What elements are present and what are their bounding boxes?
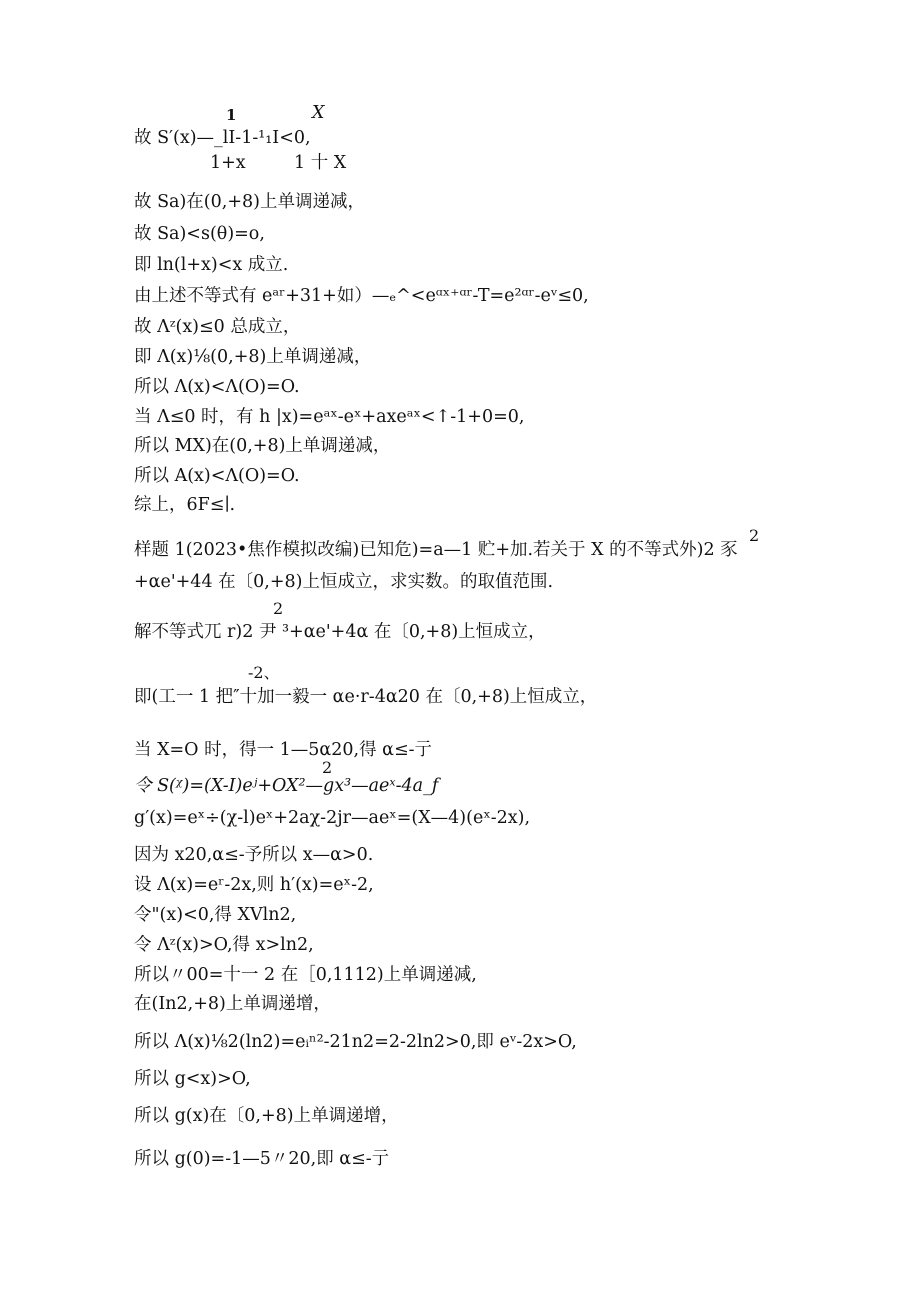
fraction-numerator-x: X [312,103,325,123]
text-line: +αe'+44 在〔0,+8)上恒成立，求实数。的取值范围. [134,572,554,592]
text-line: 故 Λᶻ(x)≤0 总成立， [134,317,301,337]
text-line: 设 Λ(x)=eʳ-2x,则 h′(x)=eˣ-2, [134,875,374,895]
superscript: 2 [322,758,333,777]
text-line: 令 S(ᵡ)=(X-I)eʲ+OX²—gx³—aeˣ-4a_f [134,776,439,796]
text-line: 所以 g(x)在〔0,+8)上单调递增， [134,1106,399,1126]
text-line: 故 Sa)在(0,+8)上单调递减， [134,192,365,212]
text-line: g′(x)=eˣ÷(χ-l)eˣ+2aχ-2jr—aeˣ=(X—4)(eˣ-2x), [134,808,531,828]
text-line: 因为 x20,α≤-予所以 x—α>0. [134,845,374,865]
text-line: 即(工一 1 把″十加一毅一 αe·r-4α20 在〔0,+8)上恒成立， [134,687,598,707]
text-line: 所以 Λ(x)⅛2(ln2)=eᵢⁿ²-21n2=2-2ln2>0,即 eᵛ-2x>O, [134,1032,577,1052]
text-line: 所以 Λ(x)<Λ(O)=O. [134,377,300,397]
text-line: 令 Λᶻ(x)>O,得 x>ln2, [134,935,314,955]
text-line: 在(In2,+8)上单调递增， [134,994,331,1014]
fraction-denominator-a: 1+x [210,153,246,173]
fraction-denominator-b: 1 十 X [294,153,347,173]
superscript: -2、 [248,663,280,682]
text-line: 所以〃00=十一 2 在［0,1112)上单调递减, [134,965,477,985]
text-line: 当 X=O 时，得一 1—5α20,得 α≤-亍 [134,740,433,760]
text-line: 即 Λ(x)⅛(0,+8)上单调递减， [134,347,372,367]
text-line: 所以 MX)在(0,+8)上单调递减， [134,436,391,456]
text-line: 故 Sa)<s(θ)=o, [134,224,265,244]
text-line: 当 Λ≤0 时，有 h |x)=eᵃˣ-eˣ+axeᵃˣ<↑-1+0=0, [134,407,525,427]
text-line: 所以 g(0)=-1—5〃20,即 α≤-亍 [134,1149,390,1169]
text-line: 所以 g<x)>O, [134,1069,251,1089]
superscript: 2 [749,526,760,545]
text-line: 令"(x)<0,得 XVln2, [134,905,297,925]
text-line: 即 ln(l+x)<x 成立. [134,255,289,275]
superscript: 2 [273,599,284,618]
text-line: 综上，6F≤∣. [134,495,236,515]
text-line: 所以 A(x)<Λ(O)=O. [134,466,300,486]
text-line: 由上述不等式有 eᵃʳ+31+如）—ₑ^<eᵅˣ⁺ᵅʳ-T=e²ᵅʳ-eᵛ≤0, [134,286,589,306]
fraction-numerator-1: 1 [226,106,237,124]
text-line: 解不等式兀 r)2 尹 ³+αe'+4α 在〔0,+8)上恒成立， [134,622,546,642]
problem-title: 样题 1(2023•焦作模拟改编)已知危)=a—1 贮+加.若关于 X 的不等式外)2 豕 [134,540,738,560]
text-line: 故 S′(x)—_lI-1-¹₁I<0, [134,128,311,148]
